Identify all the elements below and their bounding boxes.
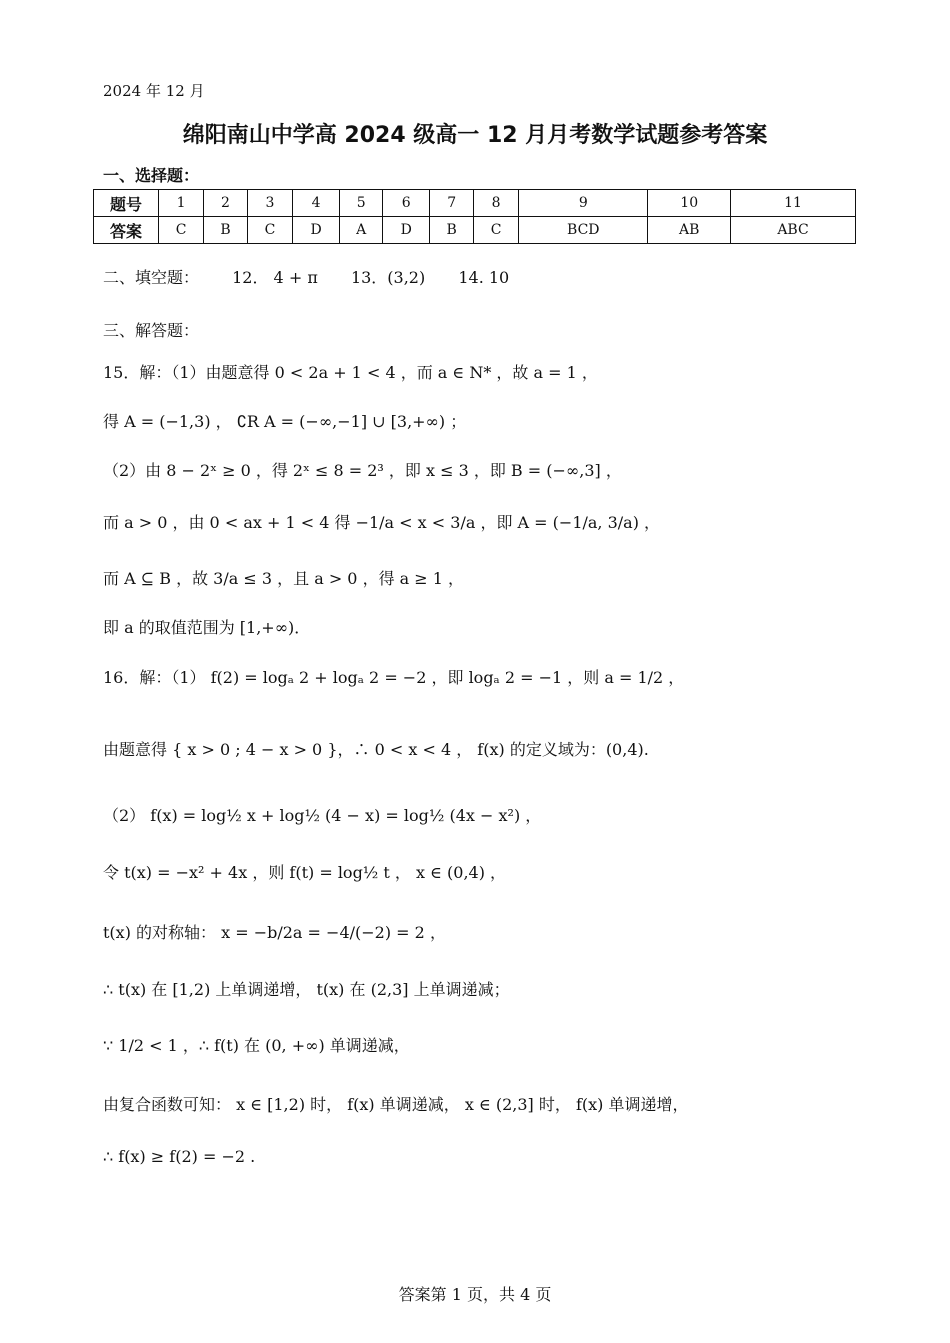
table-cell: 11 (731, 190, 856, 217)
q16-line-5: t(x) 的对称轴： x = −b/2a = −4/(−2) = 2 ， (103, 923, 446, 942)
q16-line-2: 由题意得 { x > 0 ; 4 − x > 0 }，∴ 0 < x < 4 ， f(x) 的定义域为：(0,4). (103, 740, 649, 759)
q15-line-5: 而 A ⊆ B ，故 3/a ≤ 3 ，且 a > 0 ，得 a ≥ 1 ， (103, 569, 465, 588)
table-cell: C (247, 217, 292, 244)
answer-table (93, 189, 856, 244)
section-fill-label: 二、填空题： (103, 268, 200, 287)
table-cell: 5 (340, 190, 383, 217)
table-cell: ABC (731, 217, 856, 244)
row-label-number: 题号 (94, 190, 159, 217)
table-row-numbers (94, 190, 856, 217)
answer-q14: 14. 10 (458, 268, 510, 287)
table-cell: B (430, 217, 474, 244)
table-row-answers (94, 217, 856, 244)
page-title: 绵阳南山中学高 2024 级高一 12 月月考数学试题参考答案 (182, 123, 768, 148)
table-cell: C (473, 217, 518, 244)
table-cell: 6 (383, 190, 430, 217)
table-cell: AB (648, 217, 731, 244)
table-cell: A (340, 217, 383, 244)
q16-line-7: ∵ 1/2 < 1 ，∴ f(t) 在 (0, +∞) 单调递减， (103, 1036, 410, 1055)
q16-line-1: 16．解：（1） f(2) = logₐ 2 + logₐ 2 = −2 ，即 logₐ 2 = −1 ，则 a = 1/2 ， (103, 668, 685, 687)
q16-line-6: ∴ t(x) 在 [1,2) 上单调递增， t(x) 在 (2,3] 上单调递减； (103, 980, 510, 999)
table-cell: D (293, 217, 340, 244)
answer-q13: 13．(3,2) (350, 268, 426, 287)
q16-line-4: 令 t(x) = −x² + 4x ，则 f(t) = log½ t ， x ∈ (0,4) ， (103, 863, 507, 882)
table-cell: D (383, 217, 430, 244)
q15-line-1: 15．解：（1）由题意得 0 < 2a + 1 < 4 ，而 a ∈ N* ，故 a = 1 ， (103, 363, 598, 382)
q16-line-3: （2） f(x) = log½ x + log½ (4 − x) = log½ (4x − x²) ， (103, 806, 542, 825)
answer-q12: 12． 4 + π (232, 268, 318, 287)
fill-in-section (103, 265, 537, 288)
row-label-answer: 答案 (94, 217, 159, 244)
table-cell: C (159, 217, 204, 244)
table-cell: 2 (204, 190, 248, 217)
exam-date: 2024 年 12 月 (103, 82, 205, 100)
table-cell: 4 (293, 190, 340, 217)
section-multiple-choice-label: 一、选择题： (103, 166, 200, 185)
table-cell: 8 (473, 190, 518, 217)
page-footer: 答案第 1 页，共 4 页 (398, 1285, 552, 1304)
section-solution-label: 三、解答题： (103, 321, 200, 340)
q15-line-3: （2）由 8 − 2ˣ ≥ 0 ，得 2ˣ ≤ 8 = 2³ ，即 x ≤ 3 ，即 B = (−∞,3] ， (103, 461, 622, 480)
q15-line-6: 即 a 的取值范围为 [1,+∞)． (103, 618, 311, 637)
q15-line-4: 而 a > 0 ，由 0 < ax + 1 < 4 得 −1/a < x < 3/a ，即 A = (−1/a, 3/a) ， (103, 513, 661, 532)
table-cell: B (204, 217, 248, 244)
table-cell: 7 (430, 190, 474, 217)
table-cell: 9 (519, 190, 648, 217)
q15-line-2: 得 A = (−1,3) ， ∁R A = (−∞,−1] ∪ [3,+∞) ； (103, 412, 467, 431)
q16-line-9: ∴ f(x) ≥ f(2) = −2 . (103, 1147, 256, 1166)
q16-line-8: 由复合函数可知： x ∈ [1,2) 时， f(x) 单调递减， x ∈ (2,3] 时， f(x) 单调递增， (103, 1095, 689, 1114)
table-cell: BCD (519, 217, 648, 244)
table-cell: 1 (159, 190, 204, 217)
table-cell: 3 (247, 190, 292, 217)
table-cell: 10 (648, 190, 731, 217)
